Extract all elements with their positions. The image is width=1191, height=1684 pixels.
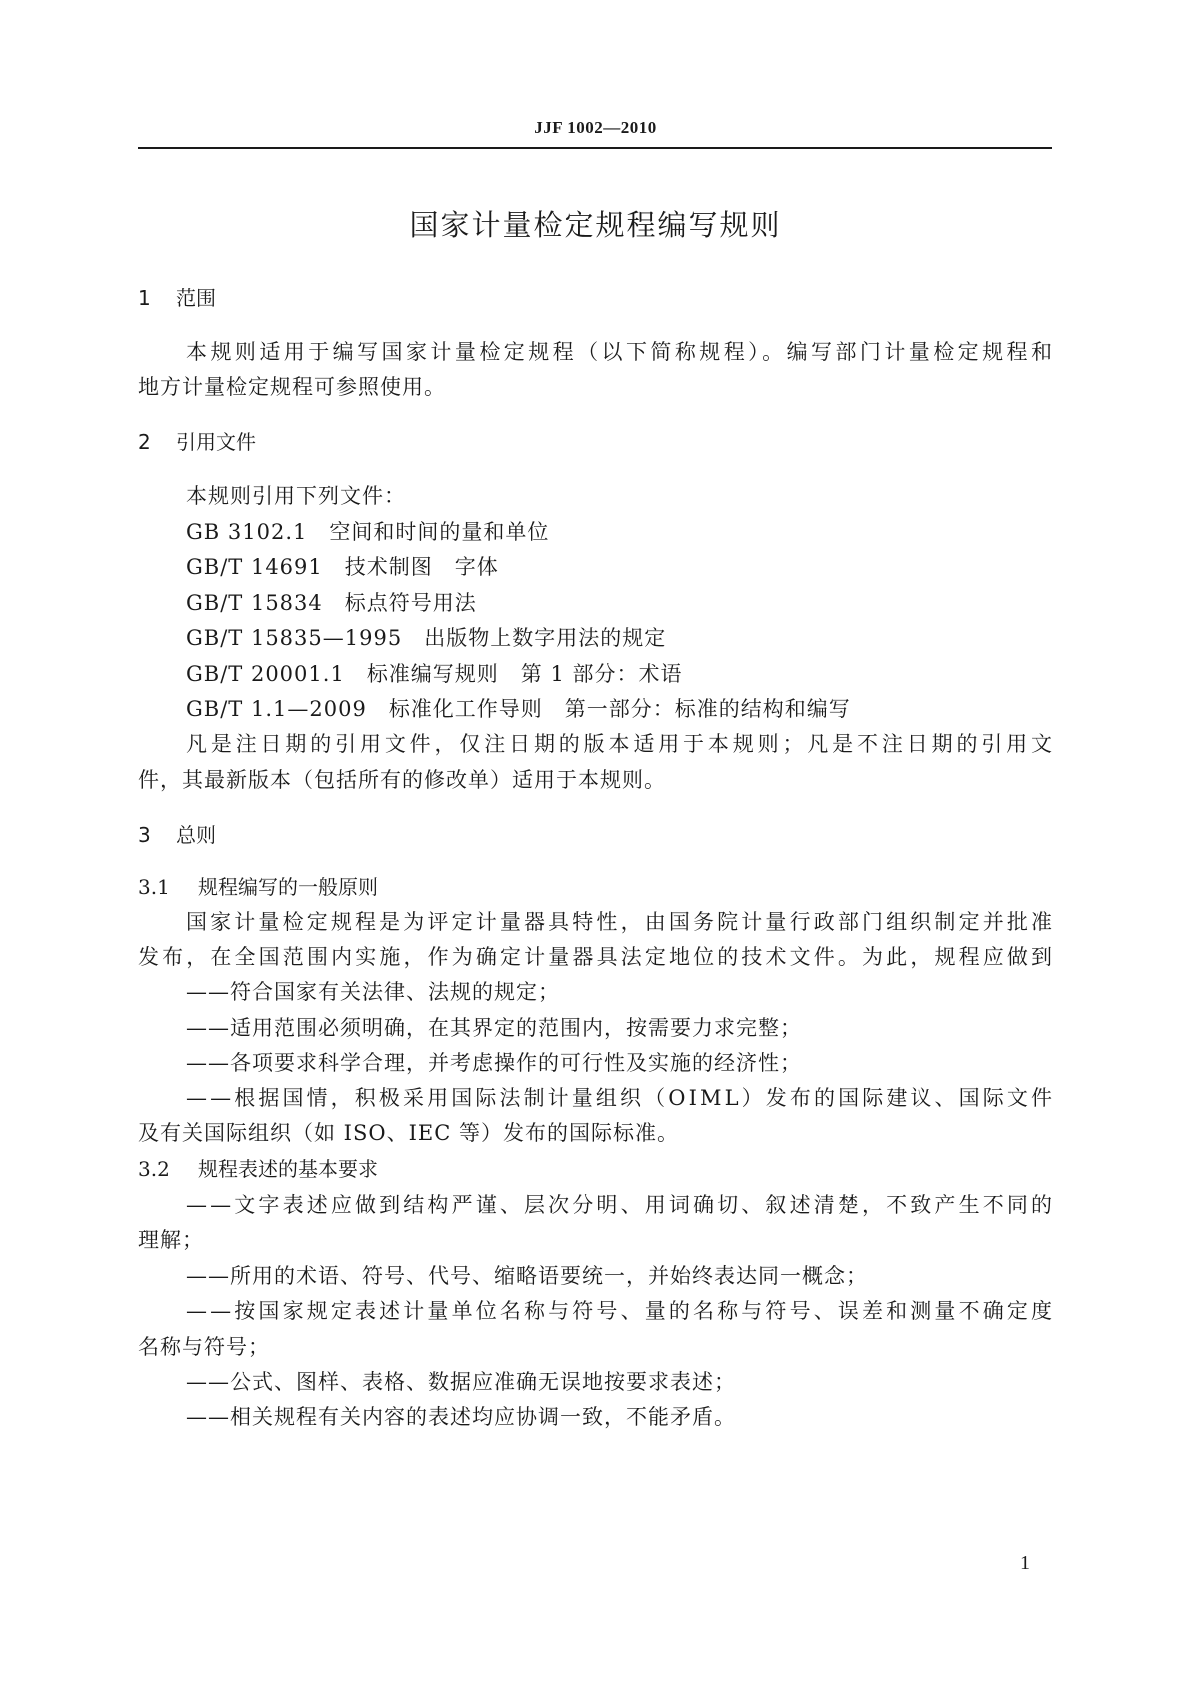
section-1-paragraph-line [186,336,1056,366]
reference-code: GB/T 1.1—2009 [186,697,367,721]
section-1-paragraph-line: 地方计量检定规程可参照使用。 [138,375,446,399]
reference-title: 标点符号用法 [344,591,477,615]
list-item-text: ——文字表述应做到结构严谨、层次分明、用词确切、叙述清楚，不致产生不同的 [186,1193,1056,1217]
list-item [186,1295,1056,1325]
paragraph-text: 凡是注日期的引用文件，仅注日期的版本适用于本规则；凡是不注日期的引用文 [186,732,1056,756]
subsection-title: 规程编写的一般原则 [198,875,378,899]
reference-title: 标准编写规则 第 1 部分：术语 [366,662,683,686]
reference-item [186,551,499,581]
subsection-3-2-heading [138,1153,378,1182]
reference-item [186,587,477,617]
list-item: ——各项要求科学合理，并考虑操作的可行性及实施的经济性； [186,1051,802,1075]
reference-item [186,622,666,652]
section-1-heading [138,282,216,311]
section-number: 3 [138,823,151,847]
section-2-note-line [186,728,1056,758]
section-title: 范围 [176,286,216,310]
paragraph-text: 国家计量检定规程是为评定计量器具特性，由国务院计量行政部门组织制定并批准 [186,910,1056,934]
reference-title: 标准化工作导则 第一部分：标准的结构和编写 [388,697,851,721]
header-rule [138,147,1052,149]
reference-title: 空间和时间的量和单位 [329,520,550,544]
section-number: 1 [138,286,151,310]
section-2-heading [138,426,256,455]
list-item-continuation: 及有关国际组织（如 ISO、IEC 等）发布的国际标准。 [138,1121,679,1145]
section-number: 2 [138,430,151,454]
reference-code: GB/T 15835—1995 [186,626,403,650]
document-title: 国家计量检定规程编写规则 [409,208,782,242]
page-number: 1 [1020,1552,1030,1574]
reference-item [186,658,683,688]
list-item-text: ——按国家规定表述计量单位名称与符号、量的名称与符号、误差和测量不确定度 [186,1299,1056,1323]
section-title: 总则 [176,823,216,847]
subsection-title: 规程表述的基本要求 [198,1157,378,1181]
reference-code: GB/T 20001.1 [186,662,345,686]
subsection-3-1-heading [138,871,378,900]
reference-item [186,693,851,723]
subsection-3-1-paragraph-line [186,906,1056,936]
reference-code: GB/T 15834 [186,591,323,615]
list-item-continuation: 理解； [138,1228,204,1252]
subsection-3-1-paragraph-line [138,941,1056,971]
subsection-number: 3.1 [138,875,170,899]
section-title: 引用文件 [176,430,256,454]
reference-code: GB 3102.1 [186,520,308,544]
section-2-intro: 本规则引用下列文件： [186,484,406,508]
list-item: ——公式、图样、表格、数据应准确无误地按要求表述； [186,1370,736,1394]
list-item [186,1189,1056,1219]
list-item-text: ——根据国情，积极采用国际法制计量组织（OIML）发布的国际建议、国际文件 [186,1086,1056,1110]
list-item [186,1082,1056,1112]
list-item: ——适用范围必须明确，在其界定的范围内，按需要力求完整； [186,1016,802,1040]
paragraph-text: 本规则适用于编写国家计量检定规程（以下简称规程）。编写部门计量检定规程和 [186,340,1056,364]
list-item: ——相关规程有关内容的表述均应协调一致，不能矛盾。 [186,1405,736,1429]
reference-code: GB/T 14691 [186,555,323,579]
reference-title: 技术制图 字体 [344,555,499,579]
reference-item [186,516,549,546]
section-2-note-line: 件，其最新版本（包括所有的修改单）适用于本规则。 [138,768,666,792]
reference-title: 出版物上数字用法的规定 [424,626,667,650]
subsection-number: 3.2 [138,1157,170,1181]
section-3-heading [138,819,216,848]
list-item: ——所用的术语、符号、代号、缩略语要统一，并始终表达同一概念； [186,1264,868,1288]
list-item: ——符合国家有关法律、法规的规定； [186,980,560,1004]
paragraph-text: 发布，在全国范围内实施，作为确定计量器具法定地位的技术文件。为此，规程应做到 [138,945,1056,969]
list-item-continuation: 名称与符号； [138,1335,270,1359]
running-header-code: JJF 1002—2010 [534,118,657,137]
